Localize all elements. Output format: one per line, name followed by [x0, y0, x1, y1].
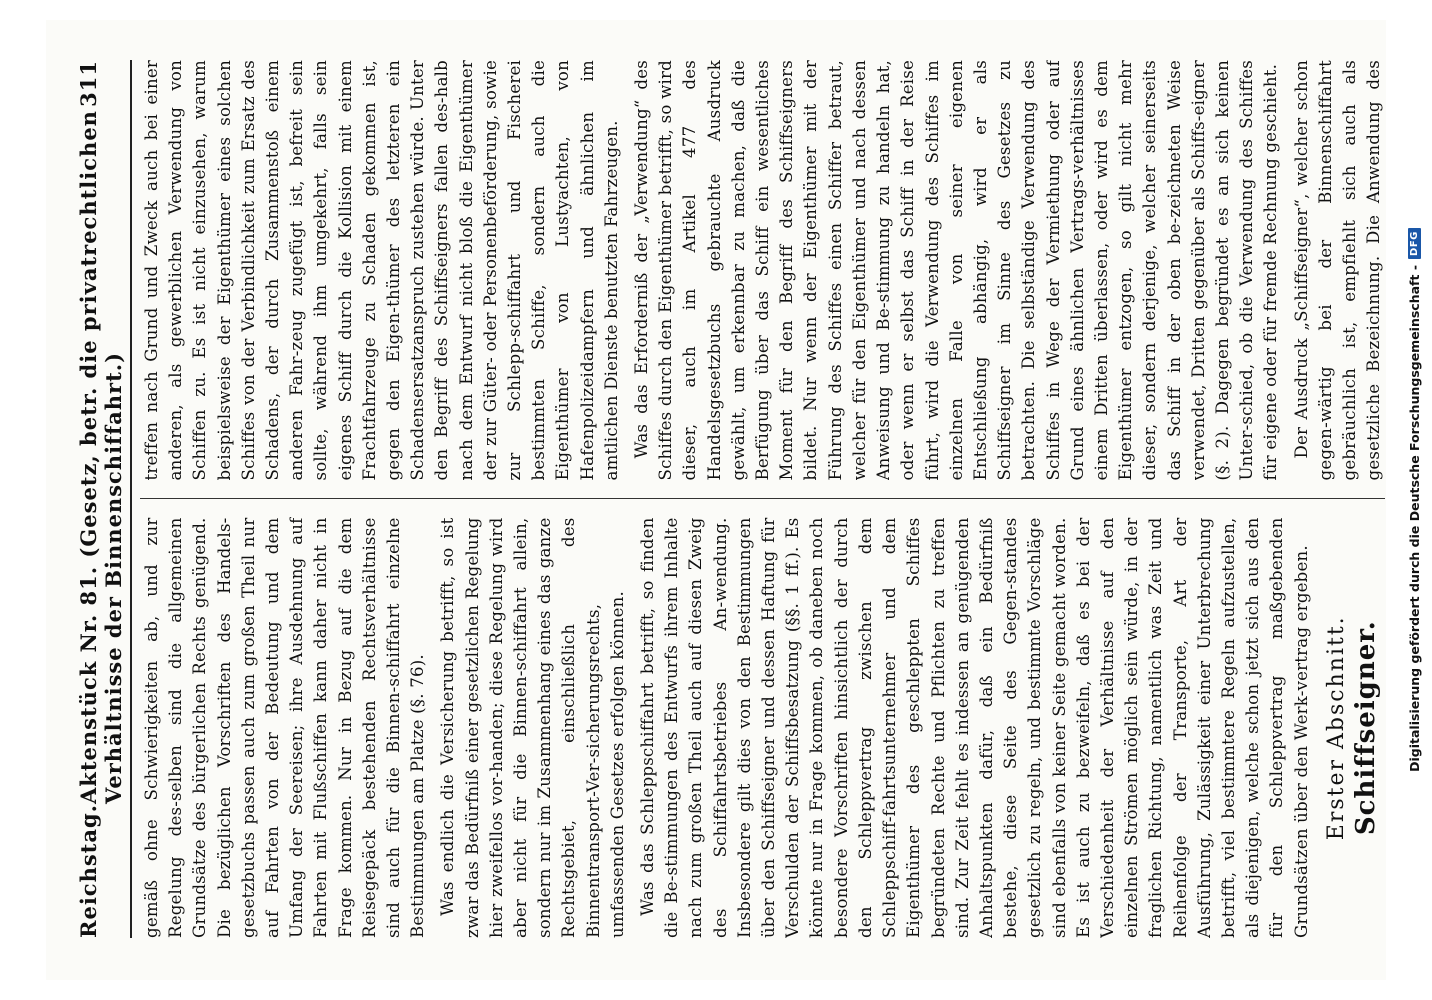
left-paragraph-2: Was endlich die Versicherung betrifft, so ist zwar das Bedürfniß einer gesetzlichen Regelung hier zweifellos vor-handen; diese Regelung wird aber nicht für die Binnen-schiffahrt allein, sondern nur im Zusammenhang eines das ganze Rechtsgebiet, einschließlich des Binnentransport-Ver-sicherungsrechts, umfassenden Gesetzes erfolgen können.	[438, 517, 627, 938]
page-number: 311	[76, 60, 101, 107]
left-column	[140, 518, 1385, 939]
dfg-credit-text: Digitalisierung gefördert durch die Deutsche Forschungsgemeinschaft -	[1406, 264, 1422, 772]
dfg-sidebar	[1396, 0, 1432, 1000]
scanned-document-page	[46, 20, 1386, 980]
left-paragraph-1: gemäß ohne Schwierigkeiten ab, und zur Regelung des-selben sind die allgemeinen Grundsätze des bürgerlichen Rechts genügend. Die bezüglichen Vorschriften des Handels-gesetzbuchs passen auch zum großen Theil nur auf Fahrten von der Bedeutung und dem Umfang der Seereisen; ihre Ausdehnung auf Fahrten mit Flußschiffen kann daher nicht in Frage kommen. Nur in Bezug auf die dem Reisegepäck bestehenden Rechtsverhältnisse sind auch für die Binnen-schiffahrt einzelne Bestimmungen am Platze (§. 76).	[142, 517, 428, 938]
column-divider	[140, 499, 1385, 500]
header-title: Aktenstück Nr. 81. (Gesetz, betr. die privatrechtlichen Verhältnisse der Binnenschiffahrt.)	[76, 110, 126, 805]
text-columns	[140, 60, 1385, 938]
right-paragraph-1: treffen nach Grund und Zweck auch bei einer anderen, als gewerblichen Verwendung von Schiffen zu. Es ist nicht einzusehen, warum beispielsweise der Eigenthümer eines solchen Schiffes von der Verbindlichkeit zum Ersatz des Schadens, der durch Zusammenstoß einem anderen Fahr-zeug zugefügt ist, befreit sein sollte, während ihm umgekehrt, falls sein eigenes Schiff durch die Kollision mit einem Frachtfahrzeuge zu Schaden gekommen ist, gegen den Eigen-thümer des letzteren ein Schadensersatzanspruch zustehen würde. Unter den Begriff des Schiffseigners fallen des-halb nach dem Entwurf nicht bloß die Eigenthümer der zur Güter- oder Personenbeförderung, sowie zur Schlepp-schiffahrt und Fischerei bestimmten Schiffe, sondern auch die Eigenthümer von Lustyachten, von Hafenpolizeidampfern und ähnlichen im amtlichen Dienste benutzten Fahrzeugen.	[142, 60, 621, 481]
section-title: Erster Abschnitt.	[1323, 615, 1349, 841]
right-column	[140, 60, 1385, 481]
right-paragraph-2: Was das Erforderniß der „Verwendung“ des Schiffes durch den Eigenthümer betrifft, so wird dieser, auch im Artikel 477 des Handelsgesetzbuchs gebrauchte Ausdruck gewählt, um erkennbar zu machen, daß die Berfügung über das Schiff ein wesentliches Moment für den Begriff des Schiffseigners bildet. Nur wenn der Eigenthümer mit der Führung des Schiffes einen Schiffer betraut, welcher für den Eigenthümer und nach dessen Anweisung und Be-stimmung zu handeln hat, oder wenn er selbst das Schiff in der Reise führt, wird die Verwendung des Schiffes im einzelnen Falle von seiner eigenen Entschließung abhängig, wird er als Schiffseigner im Sinne des Gesetzes zu betrachten. Die selbständige Verwendung des Schiffes in Wege der Vermiethung oder auf Grund eines ähnlichen Vertrags-verhältnisses einem Dritten überlassen, oder wird es dem Eigenthümer entzogen, so gilt nicht mehr dieser, sondern derjenige, welcher seinerseits das Schiff in der oben be-zeichneten Weise verwendet, Dritten gegenüber als Schiffs-eigner (§. 2). Dagegen begründet es an sich keinen Unter-schied, ob die Verwendung des Schiffes für eigene oder für fremde Rechnung geschieht.	[632, 60, 1281, 481]
dfg-credit	[1396, 0, 1432, 1000]
left-paragraph-3: Was das Schleppschiffahrt betrifft, so finden die Be-stimmungen des Entwurfs ihrem Inhalte nach zum großen Theil auch auf diesen Zweig des Schiffahrtsbetriebes An-wendung. Insbesondere gilt dies von den Bestimmungen über den Schiffseigner und dessen Haftung für Verschulden der Schiffsbesatzung (§§. 1 ff.). Es könnte nur in Frage kommen, ob daneben noch besondere Vorschriften hinsichtlich der durch den Schleppvertrag zwischen dem Schleppschiff-fahrtsunternehmer und dem Eigenthümer des geschleppten Schiffes begründeten Rechte und Pflichten zu treffen sind. Zur Zeit fehlt es indessen an genügenden Anhaltspunkten dafür, daß ein Bedürfniß bestehe, diese Seite des Gegen-standes gesetzlich zu regeln, und bestimmte Vorschläge sind ebenfalls von keiner Seite gemacht worden. Es ist auch zu bezweifeln, daß es bei der Verschiedenheit der Verhältnisse auf den einzelnen Strömen möglich sein würde, in der fraglichen Richtung, namentlich was Zeit und Reihenfolge der Transporte, Art der Ausführung, Zulässigkeit einer Unterbrechung betrifft, viel bestimmtere Regeln aufzustellen, als diejenigen, welche schon jetzt sich aus den für den Schleppvertrag maßgebenden Grundsätzen über den Werk-vertrag ergeben.	[638, 517, 1311, 938]
header-left: Reichstag.	[76, 804, 101, 938]
section-subtitle: Schiffseigner.	[1350, 620, 1381, 836]
right-paragraph-3: Der Ausdruck „Schiffseigner“, welcher schon gegen-wärtig bei der Binnenschiffahrt gebräuchlich ist, empfiehlt sich auch als gesetzliche Bezeichnung. Die Anwendung des	[1291, 60, 1384, 481]
dfg-logo: DFG	[1408, 228, 1421, 259]
page-header	[76, 60, 132, 938]
